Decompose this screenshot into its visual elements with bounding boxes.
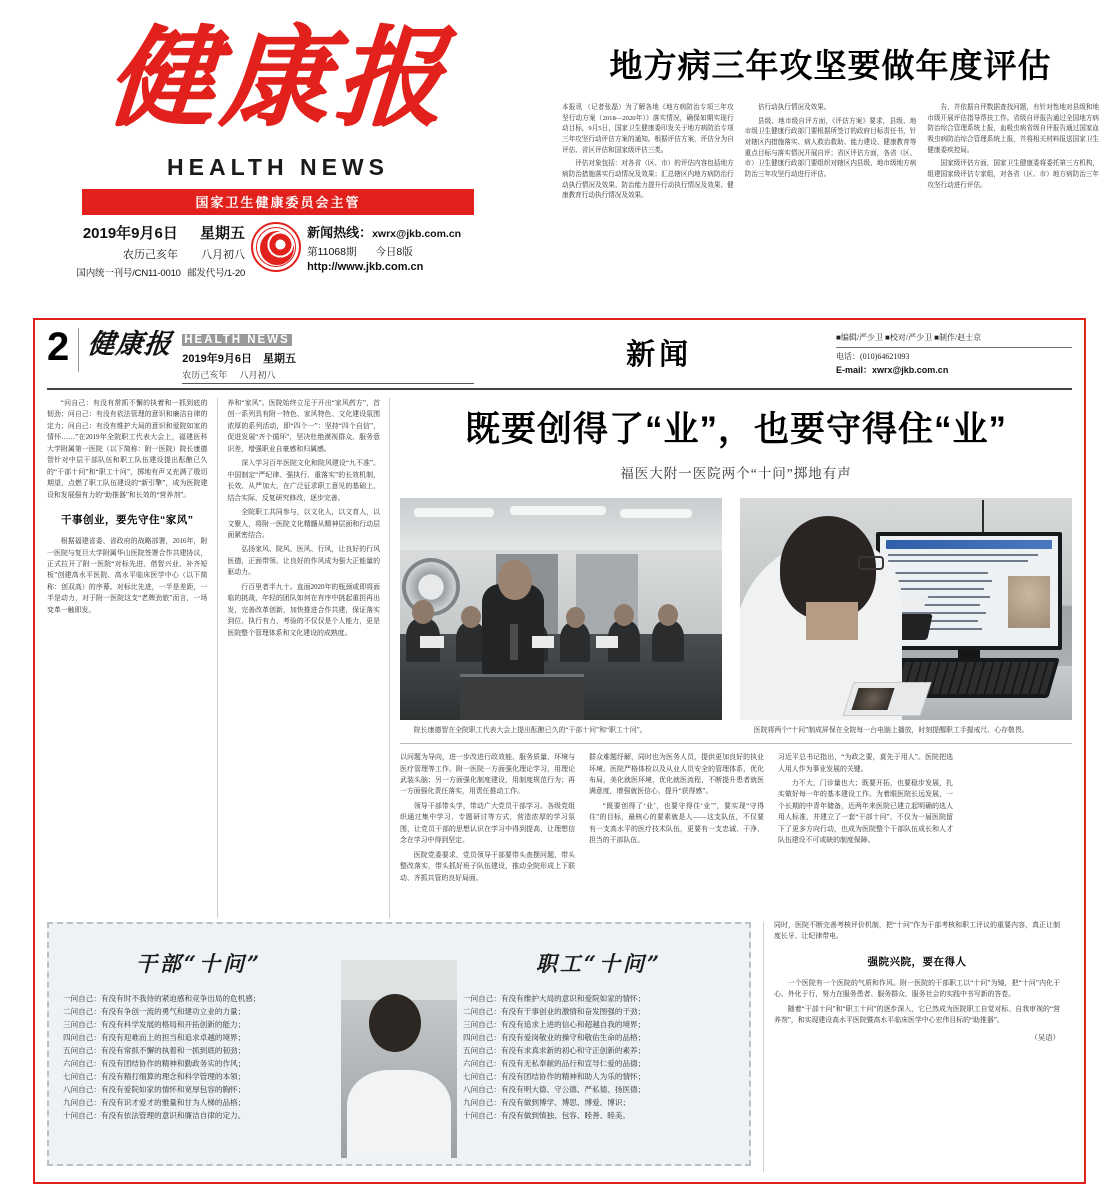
page-2-lower <box>47 922 1072 1172</box>
list-item: 二问自己：有没有争创一流的勇气和建功立业的力量； <box>63 1007 246 1017</box>
doctor-reading-photo <box>341 960 457 1158</box>
list-item: 一问自己：有没有时不我待的紧迫感和竞争出局的危机感； <box>63 994 261 1003</box>
front-paragraph: 本报讯 （记者张磊）为了解各地《地方病防治专项三年攻坚行动方案（2018—2020年）》落实情况，确保如期实现行动目标，9月5日，国家卫生健康委印发关于地方病防治专项三年攻坚行动评估方案的通知。根据评估方案，评估分为自评估、省区评估和国家级评估三类。 <box>562 104 734 154</box>
article-byline: （吴语） <box>1030 1032 1060 1042</box>
page-2-header <box>47 325 1072 386</box>
masthead-left <box>0 0 556 312</box>
article-paragraph: 习近平总书记指出，“为政之要，莫先于用人”。医院把选人用人作为事业发展的关键。 <box>778 754 953 773</box>
article-column-5 <box>778 752 953 887</box>
front-column-1 <box>562 103 734 205</box>
front-paragraph: 告，并依据自评数据查找问题，有针对性地对县级和地市级开展评估指导帮扶工作。省级自评报告通过全国地方病防治综合管理系统上报，血吸虫病省级自评报告通过国家血吸虫病防治综合管理系统上报，并将相关材料报送国家卫生健康委疾控局。 <box>927 104 1100 154</box>
front-column-2 <box>745 103 917 205</box>
masthead-serial-number: 国内统一刊号/CN11-0010 <box>76 268 181 279</box>
page-2-meta <box>182 328 482 384</box>
article-paragraph: 随着“干部十问”和“职工十问”的逐步深入，它已然成为医院职工自觉对标、自我审视的“营养剂”，和实现建设高水平医院暨高水平临床医学中心宏伟目标的“助推器”。 <box>774 1005 1060 1025</box>
pages-today: 今日8版 <box>375 246 413 258</box>
masthead-postal-code: 邮发代号/1-20 <box>187 268 246 279</box>
page-2-contact <box>836 328 1072 376</box>
front-headline: 地方病三年攻坚要做年度评估 <box>609 47 1052 84</box>
front-article-columns <box>562 103 1099 205</box>
list-item: 一问自己：有没有维护大局的意识和爱院如家的情怀； <box>463 994 646 1003</box>
hotline-label: 新闻热线： <box>307 225 373 240</box>
article-paragraph: 弘扬家风、院风、医风、行风，让良好的行风医德，正面带领、让良好的作风成为强大正能量的驱动力。 <box>227 546 380 577</box>
article-paragraph: 深入学习百年医院文化和院风建设“九不准”。中国制定“严纪律、强执行、重落实”的长效机制，长效、从严加大，在广泛征求职工意见的基础上，结合实际，反复研究修改，逐步完善。 <box>227 460 380 502</box>
article-lead-paragraph: “问自己：有没有常抓不懈的执着和一抓到底的韧劲；问自己：有没有依法管理的意识和廉洁自律的定力；问自己：有没有维护大局的意识和爱院如家的情怀……”在2019年全院职工代表大会上，福建医科大学附属第一医院（以下简称：附一医院）院长康德智针对中层干部队伍和职工队伍建设提出酝酿已久的“干部十问”和“职工十问”，掷地有声又充满了殷切期望，点燃了职工队伍建设的“新引擎”，成为医院建设和发展强有力的“助推器”和长效的“营养剂”。 <box>47 400 208 499</box>
list-item: 十问自己：有没有依法管理的意识和廉洁自律的定力。 <box>63 1111 246 1121</box>
staff-ten-questions-title: 职工“十问” <box>535 951 663 976</box>
meta-rule <box>182 383 474 384</box>
list-item: 五问自己：有没有常抓不懈的执着和一抓到底的韧劲； <box>63 1046 246 1056</box>
list-item: 三问自己：有没有科学发展的格局和开拓创新的能力； <box>63 1020 246 1030</box>
list-item: 五问自己：有没有求真求新的初心和守正创新的素养； <box>463 1046 646 1056</box>
article-main-region <box>390 398 1072 918</box>
front-page-lead-article <box>556 0 1117 312</box>
staff-question-list <box>463 992 735 1122</box>
cadre-question-list <box>63 992 335 1122</box>
masthead-info-row <box>20 222 536 279</box>
front-paragraph: 县级、地市级自评方面，《评估方案》要求，县级、地市级卫生健康行政部门要根据所签订的政府目标责任书，针对辖区内措施落实、病人救治救助、能力建设、健康教育等重点目标与落实情况开展自评；省区评估方面，各省（区、市）卫生健康行政部门要组织对辖区内县级、地市级地方病防治三年攻坚行动进行评估。 <box>744 117 917 179</box>
photo-caption: 院长康德智在全院职工代表大会上提出酝酿已久的“干部十问”和“职工十问”。 <box>413 727 647 734</box>
supervisor-banner: 国家卫生健康委员会主管 <box>82 189 474 215</box>
article-paragraph: “既要创得了‘业’，也要守得住‘业’”，要实现“守得住”的目标，最核心的要素就是人——这支队伍，不仅要有一支高水平的医疗技术队伍，更要有一支忠诚、干净、担当的干部队伍。 <box>589 802 764 845</box>
masthead-contact-block <box>307 222 530 273</box>
masthead-weekday: 星期五 <box>200 225 246 242</box>
issue-number: 第11068期 <box>307 246 357 258</box>
front-paragraph: 国家级评估方面，国家卫生健康委将委托第三方机构，组建国家级评估专家组，对各省（区、市）地方病防治三年攻坚行动进行评估。 <box>927 160 1100 189</box>
contact-phone: 电话：(010)64621093 <box>836 352 910 361</box>
list-item: 七问自己：有没有团结协作的精神和助人为乐的情怀； <box>463 1072 646 1082</box>
page-2-lunar-year: 农历己亥年 <box>182 370 228 380</box>
article-paragraph: 医院党委要求，党员领导干部要带头查摆问题，带头整改落实，带头抓好班子队伍建设，推动全院形成上下联动、齐抓共管的良好局面。 <box>400 851 575 882</box>
header-bottom-rule <box>47 388 1072 390</box>
article-paragraph: 一个医院有一个医院的气质和作风。附一医院的干部职工以“十问”为镜，把“十问”内化于心、外化于行，努力在服务患者、服务群众、服务社会的实践中书写新的答卷。 <box>774 979 1060 999</box>
list-item: 六问自己：有没有无私奉献的品行和宣导仁爱的品德； <box>463 1059 646 1069</box>
article-lower-columns <box>400 752 1072 887</box>
article-body <box>47 398 1072 918</box>
article-paragraph: 同时，医院不断完善考核评价机制，把“十问”作为干部考核和职工评议的重要内容，真正让制度长牙、让纪律带电。 <box>774 922 1060 941</box>
section-title: 新闻 <box>626 339 693 371</box>
staff-ten-questions <box>463 934 735 1154</box>
page-2-frame <box>33 318 1086 1184</box>
photo-rule <box>400 743 1072 744</box>
list-item: 二问自己：有没有干事创业的激情和奋发图强的干劲； <box>463 1007 646 1017</box>
list-item: 七问自己：有没有精打细算的理念和科学管理的本领； <box>63 1072 246 1082</box>
computer-screensaver-photo <box>740 498 1072 720</box>
article-paragraph: 群众难题纾解，同时也为医务人员，提供更加良好的执业环境。医院严格体检以及从业人员安全的管理体系，优化布局，美化就医环境、优化就医流程，不断提升患者就医满意度，增强就医信心，提升“获得感”。 <box>589 754 764 796</box>
tenq-panel-region <box>47 922 763 1172</box>
newspaper-logo-english: HEALTH NEWS <box>167 154 389 180</box>
article-headline: 既要创得了“业”，也要守得住“业” <box>464 410 1007 449</box>
article-paragraph: 行百里者半九十。直面2020年的瓶颈或即将面临的挑战，年轻的团队如何在有序中挑起重担再出发，完善改革创新，加快推进合作共建，保证落实到位、执行有力，考验的不仅仅是个人能力，更是医院整个管理体系和文化建设的成熟度。 <box>227 583 380 637</box>
cadre-ten-questions <box>63 934 335 1154</box>
article-paragraph: 全院职工共同参与，以文化人，以文育人，以文聚人，将附一医院文化精髓从精神层面和行动层面紧密结合。 <box>227 509 380 539</box>
list-item: 四问自己：有没有迎难而上的担当和追求卓越的境界； <box>63 1033 246 1043</box>
list-item: 九问自己：有没有识才爱才的雅量和甘为人梯的品格； <box>63 1098 246 1108</box>
page-number: 2 <box>47 325 70 369</box>
photo-row <box>400 498 1072 720</box>
credits-rule <box>836 347 1072 348</box>
page-2-weekday: 星期五 <box>263 353 297 365</box>
article-column-2 <box>218 398 390 918</box>
list-item: 八问自己：有没有爱院如家的情怀和宽厚包容的胸怀； <box>63 1085 246 1095</box>
masthead-lunar-year: 农历己亥年 <box>123 249 178 261</box>
list-item: 三问自己：有没有追求上进的信心和超越自我的境界； <box>463 1020 646 1030</box>
cadre-ten-questions-title: 干部“十问” <box>135 951 263 976</box>
page-2-lunar-day: 八月初八 <box>239 370 276 380</box>
conference-photo <box>400 498 722 720</box>
health-news-label: HEALTH NEWS <box>184 334 290 346</box>
list-item: 十问自己：有没有做到慎独、包容、睦善、睦美。 <box>463 1111 631 1121</box>
list-item: 九问自己：有没有做到博学、博思、博爱、博识； <box>463 1098 631 1108</box>
hotline-email[interactable]: xwrx@jkb.com.cn <box>372 228 462 240</box>
list-item: 八问自己：有没有明大德、守公德、严私德、扬医德； <box>463 1085 646 1095</box>
newspaper-logo: 健康报 <box>102 15 454 141</box>
ten-questions-box <box>47 922 751 1166</box>
front-page-masthead-zone <box>0 0 1117 312</box>
page-2-logo: 健康报 <box>86 329 174 360</box>
masthead-date-block <box>26 222 245 279</box>
photo-caption: 医院将两个“十问”制成屏保在全院每一台电脑上播放，时刻提醒职工手握戒尺、心存敬畏。 <box>753 727 1029 734</box>
article-subhead-1: 干事创业，要先守住“家风” <box>60 514 194 527</box>
header-divider <box>78 328 79 372</box>
article-column-lead <box>47 398 218 918</box>
article-subhead-2: 强院兴院，要在得人 <box>867 955 967 968</box>
masthead-lunar-day: 八月初八 <box>201 249 246 261</box>
front-column-3 <box>927 103 1099 205</box>
list-item: 六问自己：有没有团结协作的精神和勤政务实的作风； <box>63 1059 246 1069</box>
article-paragraph: 领导干部带头学，带动广大党员干部学习。各级党组织通过集中学习、专题研讨等方式，营造浓厚的学习氛围，让党员干部的思想认识在学习中得到提高，让理想信念在学习中得到坚定。 <box>400 802 575 845</box>
editor-credits: ■编辑/严少卫 ■校对/严少卫 ■制作/赵士京 <box>836 333 982 342</box>
page-2-date: 2019年9月6日 <box>182 353 252 365</box>
article-paragraph: 根据福建省委、省政府的战略部署，2016年，附一医院与复旦大学附属华山医院签署合作共建协议，正式拉开了附一医院“对标先进、借智兴业、补齐短板”创建高水平医院、高水平临床医学中心（以下简称：创双高）的序幕。对标比先进，一半是差距，一半是动力，对于附一医院这支“老牌劲旅”而言，一场变革一触即发。 <box>47 538 208 614</box>
front-paragraph: 估行动执行情况及效果。 <box>757 104 831 111</box>
website-url[interactable]: http://www.jkb.com.cn <box>307 261 424 273</box>
article-column-6 <box>763 922 1060 1172</box>
page-bottom-padding <box>0 1186 1117 1200</box>
photo-captions <box>400 720 1072 736</box>
contact-email[interactable]: E-mail：xwrx@jkb.com.cn <box>836 365 949 375</box>
masthead-date: 2019年9月6日 <box>82 225 178 242</box>
article-paragraph: 以问题为导向，进一步改进行政效能、服务质量、环境与医疗管理等工作。附一医院一方面强化理论学习，用理论武装头脑；另一方面强化制度建设，用制度规范行为；再一方面强化责任落实，用责任推动工作。 <box>400 754 575 796</box>
article-column-3 <box>400 752 575 887</box>
article-column-4 <box>589 752 764 887</box>
front-paragraph: 评估对象包括：对各省（区、市）的评估内容包括地方病防治措施落实行动情况及效果；汇总辖区内地方病防治行动执行情况及效果、防治能力提升行动执行情况及效果、健康教育行动执行情况及效果。 <box>562 160 734 200</box>
red-seal-icon <box>251 222 301 272</box>
article-paragraph: 养和“家风”。医院始终立足于开出“家风药方”，首创一系列具有附一特色、家风特色、文化建设氛围浓厚的系列活动，即“四个一”：坚持“四个自信”，促进发展“齐个循环”，坚决杜绝漠视群众、服务意识差，增强职业自豪感和归属感。 <box>227 400 380 453</box>
article-paragraph: 力不大，门诊量也大；既要开拓，也要稳步发展，扎实做好每一年的基本建设工作。为着眼医院长远发展，一个长期的中青年储备，近两年来医院已建立起明确的选人用人标准，并建立了一套“干部十问”，不仅为一届医院留下了更多方向行动，也成为医院整个干部队伍成长和人才队伍建设不可或缺的制度保障。 <box>778 779 953 845</box>
list-item: 四问自己：有没有爱岗敬业的操守和敬佑生命的品格； <box>463 1033 646 1043</box>
article-subheadline: 福医大附一医院两个“十问”掷地有声 <box>620 466 852 481</box>
